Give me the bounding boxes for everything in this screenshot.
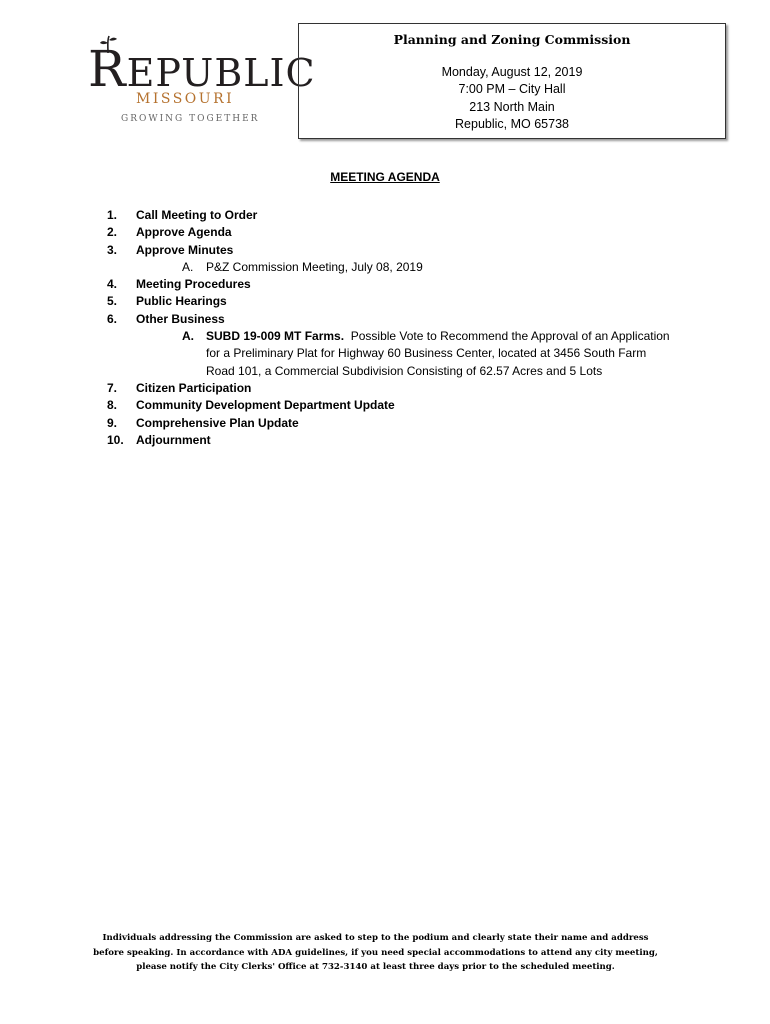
agenda-item-6: 6. Other Business bbox=[107, 311, 225, 326]
meeting-info-box bbox=[298, 23, 726, 139]
agenda-subitem-business: A. SUBD 19-009 MT Farms. Possible Vote to Recommend the Approval of an Application for a Preliminary Plat for Highway 60 Business Center, located at 3456 South Farm Road 101, a Commercial Subdivision Consisting of 62.57 Acres and 5 Lots bbox=[182, 329, 670, 378]
logo-wordmark: REPUBLIC bbox=[88, 40, 316, 98]
agenda-item-1: 1. Call Meeting to Order bbox=[107, 208, 258, 222]
subdivision-description: Possible Vote to Recommend the Approval of an Application for a Preliminary Plat for Highway 60 Business Center, located at 3456 South Farm Road 101, a Commercial Subdivision Consisting of 62.57 Acres and 5 Lots bbox=[206, 329, 670, 378]
agenda-item-8: 8. Community Development Department Update bbox=[107, 398, 395, 413]
logo-subtitle: MISSOURI bbox=[136, 91, 235, 107]
agenda-item-5: 5. Public Hearings bbox=[107, 294, 227, 309]
agenda-heading: MEETING AGENDA bbox=[330, 170, 440, 184]
agenda-subitem-minutes: A. P&Z Commission Meeting, July 08, 2019 bbox=[182, 259, 423, 274]
agenda-item-7: 7. Citizen Participation bbox=[107, 380, 252, 395]
agenda-item-9: 9. Comprehensive Plan Update bbox=[107, 415, 299, 430]
commission-title: Planning and Zoning Commission bbox=[393, 32, 631, 47]
agenda-item-4: 4. Meeting Procedures bbox=[107, 277, 251, 292]
subdivision-case-id: SUBD 19-009 MT Farms. bbox=[206, 329, 345, 344]
meeting-street: 213 North Main bbox=[469, 99, 555, 114]
logo-tagline: GROWING TOGETHER bbox=[121, 114, 260, 124]
ada-notice: Individuals addressing the Commission are asked to step to the podium and clearly state their name and address before speaking. In accordance with ADA guidelines, if you need special accommodations to attend any city meeting, please notify the City Clerks' Office at 732-3140 at least three days prior to the scheduled meeting. bbox=[93, 933, 658, 972]
agenda-item-3: 3. Approve Minutes bbox=[107, 242, 234, 257]
agenda-list bbox=[107, 207, 687, 449]
meeting-city: Republic, MO 65738 bbox=[455, 117, 569, 131]
meeting-time-place: 7:00 PM – City Hall bbox=[458, 82, 566, 96]
meeting-date: Monday, August 12, 2019 bbox=[441, 64, 583, 79]
republic-logo bbox=[88, 36, 316, 131]
agenda-item-10: 10. Adjournment bbox=[107, 432, 211, 447]
agenda-item-2: 2. Approve Agenda bbox=[107, 225, 232, 240]
